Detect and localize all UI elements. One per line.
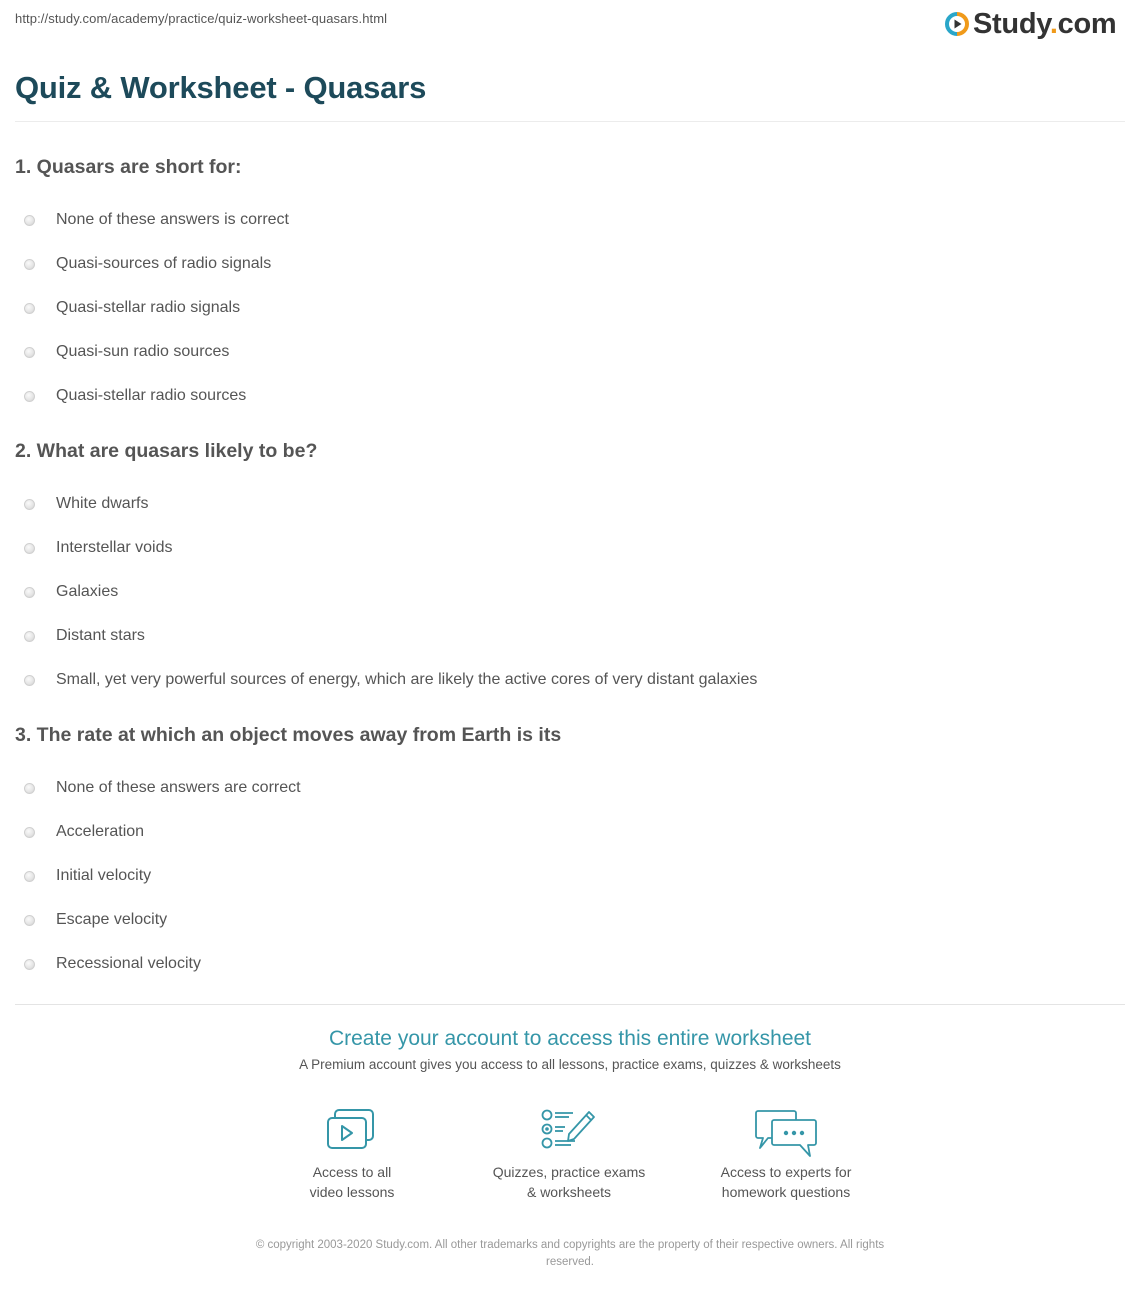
answer-option[interactable] [15,942,1125,986]
radio-button[interactable] [24,347,35,358]
radio-button[interactable] [24,871,35,882]
radio-button[interactable] [24,215,35,226]
answer-label: Interstellar voids [56,539,173,556]
answer-option[interactable] [15,330,1125,374]
quiz-checklist-icon [469,1108,669,1152]
study-logo[interactable] [945,8,1116,40]
radio-button[interactable] [24,959,35,970]
answer-label: White dwarfs [56,495,149,512]
answer-option[interactable] [15,658,1125,702]
answer-label: Quasi-stellar radio sources [56,387,247,404]
answer-option[interactable] [15,286,1125,330]
answer-label: Escape velocity [56,911,168,928]
radio-button[interactable] [24,303,35,314]
question-1 [15,155,1125,418]
answer-option[interactable] [15,898,1125,942]
answer-label: Distant stars [56,627,145,644]
create-account-link[interactable]: Create your account to access this entire worksheet [328,1027,812,1050]
answer-label: Galaxies [56,583,119,600]
copyright-text: © copyright 2003-2020 Study.com. All other trademarks and copyrights are the property of their respective owners. All rights reserved. [255,1239,885,1268]
page-title: Quiz & Worksheet - Quasars [15,70,427,105]
answer-label: Quasi-sources of radio signals [56,255,272,272]
answer-option[interactable] [15,198,1125,242]
question-title: 1. Quasars are short for: [15,156,242,178]
answer-label: None of these answers is correct [56,211,289,228]
answer-label: Initial velocity [56,867,152,884]
feature-experts [686,1108,886,1202]
radio-button[interactable] [24,499,35,510]
feature-video-lessons [252,1108,452,1202]
answer-label: None of these answers are correct [56,779,301,796]
radio-button[interactable] [24,675,35,686]
radio-button[interactable] [24,827,35,838]
answer-option[interactable] [15,614,1125,658]
cta-subtitle: A Premium account gives you access to all lessons, practice exams, quizzes & worksheets [299,1057,841,1072]
answer-label: Quasi-stellar radio signals [56,299,241,316]
feature-label: Access to experts for homework questions [720,1164,852,1200]
question-title: 2. What are quasars likely to be? [15,440,318,462]
feature-quizzes [469,1108,669,1202]
answer-option[interactable] [15,526,1125,570]
answer-label: Recessional velocity [56,955,201,972]
answer-label: Acceleration [56,823,145,840]
play-logo-icon [945,12,969,36]
question-3 [15,723,1125,986]
answer-option[interactable] [15,766,1125,810]
feature-label: Quizzes, practice exams & worksheets [492,1164,646,1200]
question-title: 3. The rate at which an object moves away from Earth is its [15,724,562,746]
title-divider [15,121,1125,122]
feature-label: Access to all video lessons [309,1164,395,1200]
radio-button[interactable] [24,543,35,554]
answer-option[interactable] [15,570,1125,614]
radio-button[interactable] [24,391,35,402]
answer-option[interactable] [15,482,1125,526]
video-lessons-icon [252,1108,452,1152]
chat-bubbles-icon [686,1108,886,1158]
question-2 [15,439,1125,702]
radio-button[interactable] [24,915,35,926]
answer-label: Quasi-sun radio sources [56,343,230,360]
answer-option[interactable] [15,854,1125,898]
answer-label: Small, yet very powerful sources of energy, which are likely the active cores of very distant galaxies [56,671,758,688]
section-divider [15,1004,1125,1005]
radio-button[interactable] [24,587,35,598]
answer-option[interactable] [15,810,1125,854]
answer-option[interactable] [15,242,1125,286]
radio-button[interactable] [24,631,35,642]
radio-button[interactable] [24,783,35,794]
radio-button[interactable] [24,259,35,270]
logo-text: Study.com [973,8,1117,40]
page-url: http://study.com/academy/practice/quiz-worksheet-quasars.html [15,11,388,26]
answer-option[interactable] [15,374,1125,418]
